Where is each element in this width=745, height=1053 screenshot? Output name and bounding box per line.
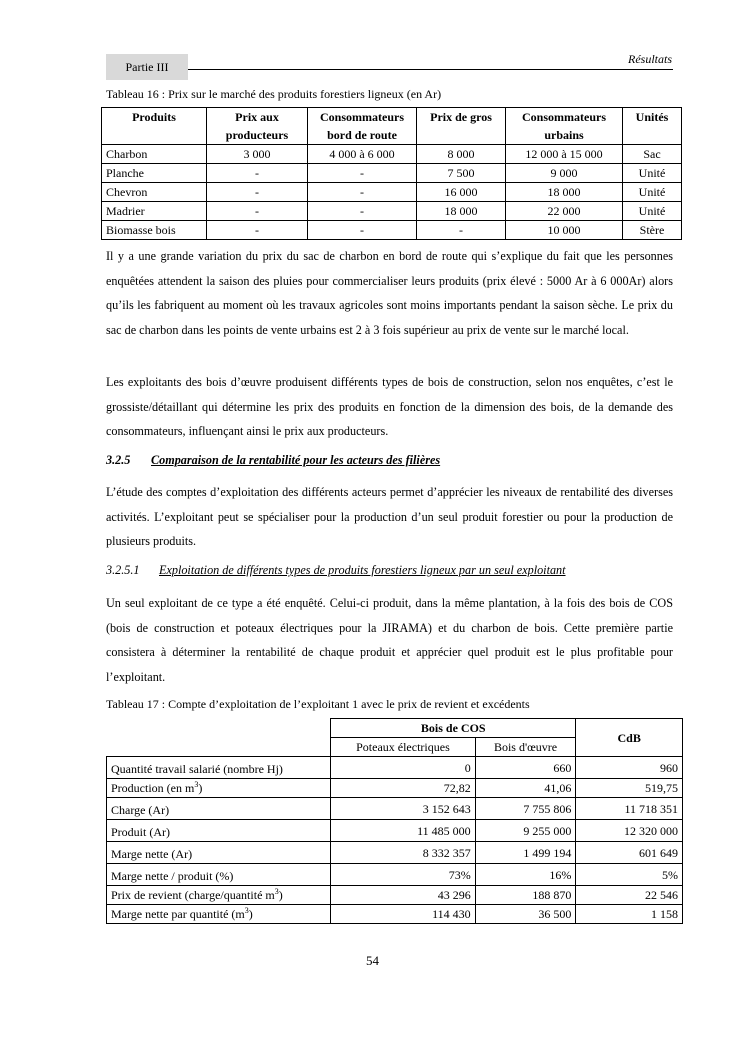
table17-corner-cell [107, 719, 331, 757]
table17-cell: 601 649 [576, 842, 683, 864]
section-title: Comparaison de la rentabilité pour les acteurs des filières [151, 453, 441, 467]
table16-cell: Charbon [102, 145, 207, 164]
table16-cell: - [417, 221, 506, 240]
table16-cell: 22 000 [506, 202, 623, 221]
header-rule [188, 69, 673, 70]
table17-row [107, 886, 683, 905]
table16-header-row [102, 108, 682, 145]
table16-cell: Unité [623, 183, 682, 202]
table16-row [102, 221, 682, 240]
table17-cell: 114 430 [331, 905, 476, 924]
table16-cell: - [207, 221, 308, 240]
table16-cell: 4 000 à 6 000 [308, 145, 417, 164]
table17-cell: 36 500 [475, 905, 576, 924]
subsection-title: Exploitation de différents types de produits forestiers ligneux par un seul exploitant [159, 563, 566, 577]
paragraph: Il y a une grande variation du prix du sac de charbon en bord de route qui s’explique du fait que les personnes enquêtées attendent la saison des pluies pour commercialiser leurs produits (prix élevé : 5000 Ar à 6 000Ar) alors qu’ils les fabriquent au moment où les travaux agricoles sont moins importants pendant la saison sèche. Le prix du sac de charbon dans les points de vente urbains est 2 à 3 fois supérieur au prix de vente sur le marché local. [106, 249, 673, 337]
table17 [106, 718, 683, 924]
table17-row-label: Prix de revient (charge/quantité $m^3$) [107, 886, 331, 905]
table16-cell: 10 000 [506, 221, 623, 240]
table17-cell: 7 755 806 [475, 798, 576, 820]
table17-row [107, 905, 683, 924]
table17-cell: 1 499 194 [475, 842, 576, 864]
table17-row [107, 798, 683, 820]
table17-row-label: Marge nette (Ar) [107, 842, 331, 864]
table17-row-label: Charge (Ar) [107, 798, 331, 820]
table17-cell: 16% [475, 864, 576, 886]
table17-cell: 0 [331, 757, 476, 779]
table17-caption: Tableau 17 : Compte d’exploitation de l’exploitant 1 avec le prix de revient et excédents [106, 697, 530, 711]
table16 [101, 107, 682, 240]
table17-row-label: Production (en $m^3$) [107, 779, 331, 798]
table17-cell: 22 546 [576, 886, 683, 905]
table17-cell: 72,82 [331, 779, 476, 798]
paragraph: Un seul exploitant de ce type a été enquêté. Celui-ci produit, dans la même plantation, à la fois des bois de COS (bois de construction et poteaux électriques pour la JIRAMA) et du charbon de bois. Cette première partie consistera à déterminer la rentabilité de chaque produit et apprécier quel produit est le plus profitable pour l’exploitant. [106, 596, 673, 684]
table16-caption: Tableau 16 : Prix sur le marché des produits forestiers ligneux (en Ar) [106, 87, 442, 101]
table17-cell: 960 [576, 757, 683, 779]
table16-cell: Chevron [102, 183, 207, 202]
table17-row [107, 820, 683, 842]
table16-header-cell: Consommateurs urbains [506, 108, 623, 145]
part-tab: Partie III [106, 54, 188, 80]
table17-cell: 5% [576, 864, 683, 886]
table16-cell: - [308, 221, 417, 240]
table16-cell: 8 000 [417, 145, 506, 164]
table16-cell: Unité [623, 202, 682, 221]
table17-row [107, 779, 683, 798]
table16-header-cell: Prix de gros [417, 108, 506, 145]
table17-cell: 43 296 [331, 886, 476, 905]
page-number: 54 [366, 953, 379, 968]
table17-row-label: Marge nette / produit (%) [107, 864, 331, 886]
table17-cell: 660 [475, 757, 576, 779]
paragraph: Les exploitants des bois d’œuvre produisent différents types de bois de construction, selon nos enquêtes, c’est le grossiste/détaillant qui détermine les prix des produits en fonction de la dimension des bois, de la demande des consommateurs, influençant ainsi le prix aux producteurs. [106, 375, 673, 439]
table17-cell: 3 152 643 [331, 798, 476, 820]
table16-cell: - [207, 183, 308, 202]
table16-header-cell: Produits [102, 108, 207, 145]
table17-row-label: Marge nette par quantité $(m^3)$ [107, 905, 331, 924]
subsection-number: 3.2.5.1 [106, 563, 140, 577]
table17-cell: 41,06 [475, 779, 576, 798]
table16-row [102, 145, 682, 164]
table16-cell: 18 000 [417, 202, 506, 221]
table17-subheader: Poteaux électriques [331, 738, 476, 757]
table16-cell: 7 500 [417, 164, 506, 183]
table16-cell: - [308, 202, 417, 221]
section-number: 3.2.5 [106, 453, 131, 467]
table16-row [102, 164, 682, 183]
table16-cell: Biomasse bois [102, 221, 207, 240]
table16-cell: Sac [623, 145, 682, 164]
table17-subheader: Bois d'œuvre [475, 738, 576, 757]
table17-cell: 9 255 000 [475, 820, 576, 842]
table16-cell: Planche [102, 164, 207, 183]
section-label: Résultats [628, 52, 672, 66]
table16-cell: - [308, 183, 417, 202]
table16-header-cell: Prix aux producteurs [207, 108, 308, 145]
paragraph: L’étude des comptes d’exploitation des différents acteurs permet d’apprécier les niveaux de rentabilité des diverses activités. L’exploitant peut se spécialiser pour la production d’un seul produit forestier ou pour la production de plusieurs produits. [106, 485, 673, 549]
table17-cell: 188 870 [475, 886, 576, 905]
table16-cell: 18 000 [506, 183, 623, 202]
table16-cell: 3 000 [207, 145, 308, 164]
table17-cell: 12 320 000 [576, 820, 683, 842]
table16-cell: - [207, 202, 308, 221]
table17-cell: 11 718 351 [576, 798, 683, 820]
table16-cell: Stère [623, 221, 682, 240]
table17-cdb-header: CdB [576, 719, 683, 757]
table16-header-cell: Consommateurs bord de route [308, 108, 417, 145]
table16-cell: Unité [623, 164, 682, 183]
table16-cell: Madrier [102, 202, 207, 221]
table17-row [107, 864, 683, 886]
table16-cell: - [207, 164, 308, 183]
table17-row-label: Produit (Ar) [107, 820, 331, 842]
table16-header-cell: Unités [623, 108, 682, 145]
table16-cell: 12 000 à 15 000 [506, 145, 623, 164]
table16-row [102, 183, 682, 202]
table17-cell: 11 485 000 [331, 820, 476, 842]
subsection-heading [106, 563, 566, 578]
table17-cell: 73% [331, 864, 476, 886]
table17-cell: 519,75 [576, 779, 683, 798]
table17-row [107, 842, 683, 864]
table16-cell: - [308, 164, 417, 183]
table17-group-header: Bois de COS [331, 719, 576, 738]
table17-cell: 1 158 [576, 905, 683, 924]
table17-cell: 8 332 357 [331, 842, 476, 864]
table17-header-row [107, 719, 683, 738]
table16-row [102, 202, 682, 221]
table17-row-label: Quantité travail salarié (nombre Hj) [107, 757, 331, 779]
section-heading [106, 453, 440, 468]
table16-cell: 16 000 [417, 183, 506, 202]
table16-cell: 9 000 [506, 164, 623, 183]
table17-row [107, 757, 683, 779]
